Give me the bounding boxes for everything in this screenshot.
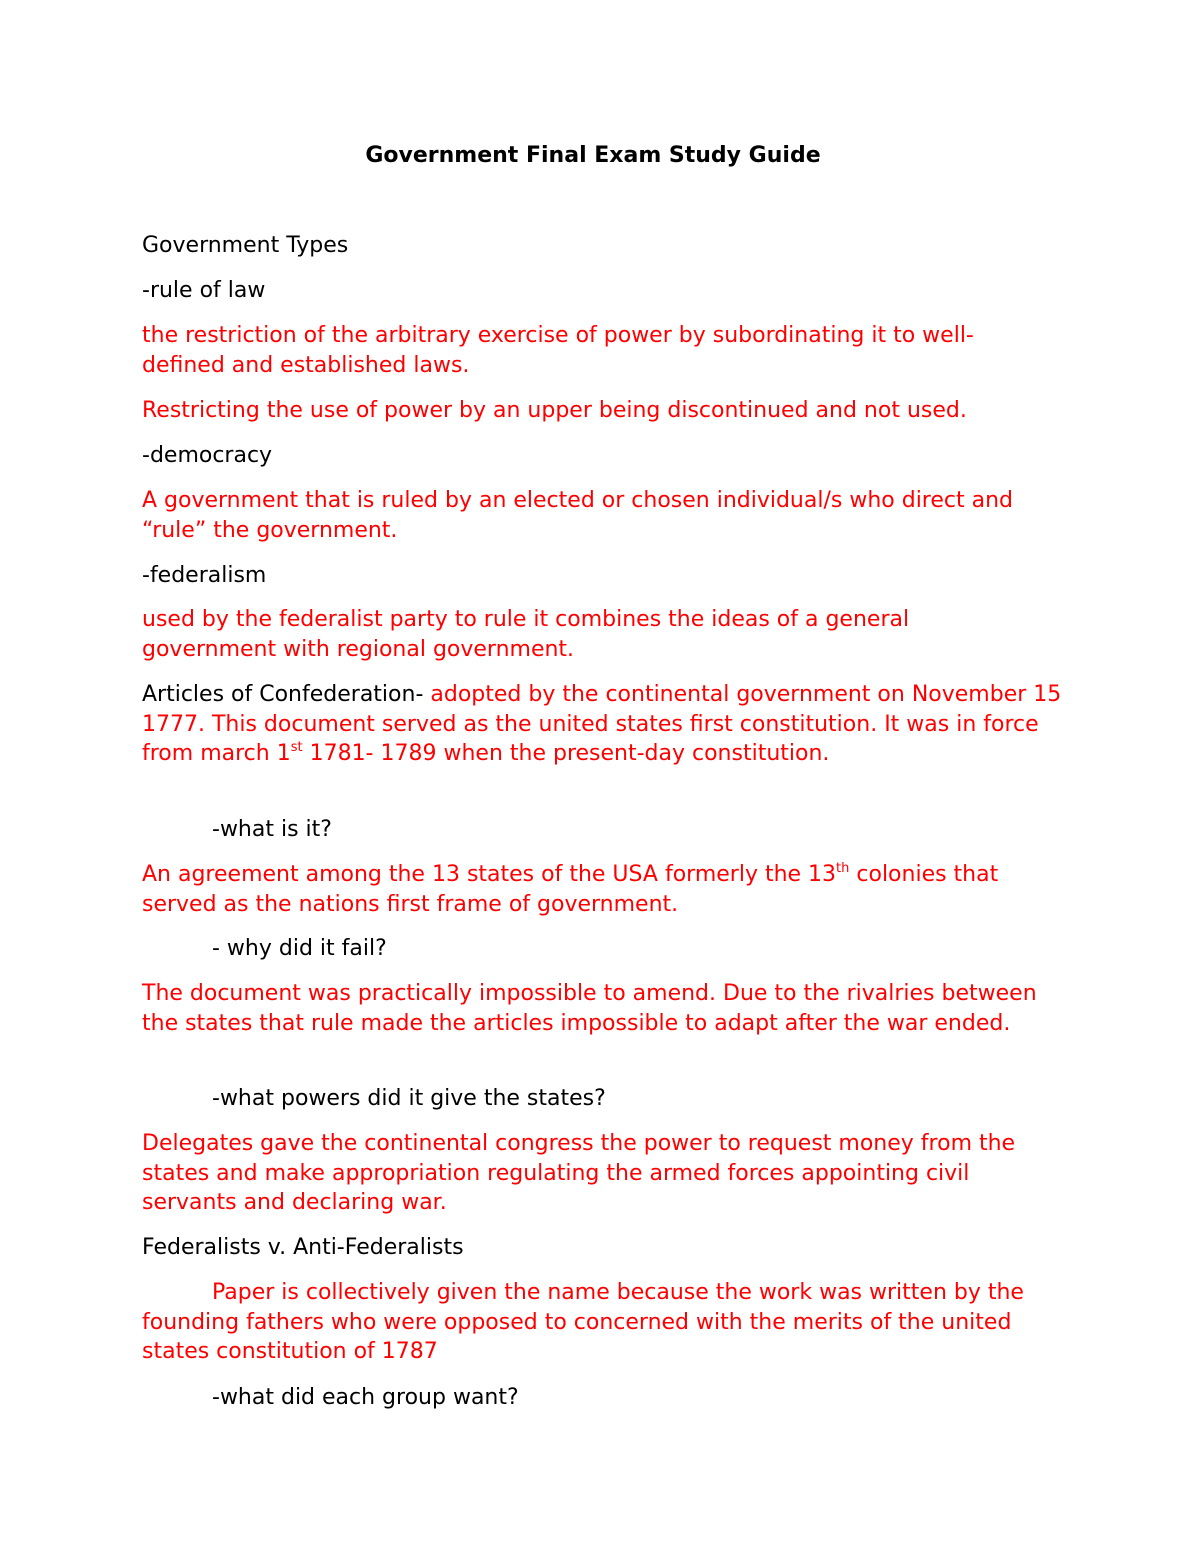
what-is-it-definition-part-1: An agreement among the 13 states of the USA formerly the 13 <box>142 862 837 887</box>
articles-definition-superscript: st <box>290 740 303 755</box>
rule-of-law-definition-2: Restricting the use of power by an upper being discontinued and not used. <box>142 398 967 423</box>
paper-definition: Paper is collectively given the name because the work was written by the founding fathers who were opposed to concerned with the merits of the united states constitution of 1787 <box>142 1280 1024 1364</box>
government-types-heading: Government Types <box>142 233 349 258</box>
federalists-v-anti-federalists-heading: Federalists v. Anti-Federalists <box>142 1235 464 1260</box>
articles-definition-part-1: adopted by the continental government on November 15 1777. This document served as the united states first constitution. It was in force from march 1 <box>142 682 1062 766</box>
powers-label: -what powers did it give the states? <box>212 1086 606 1111</box>
what-is-it-superscript: th <box>836 861 850 876</box>
what-is-it-definition <box>142 860 1077 919</box>
why-did-it-fail-definition: The document was practically impossible to amend. Due to the rivalries between the states that rule made the articles impossible to adapt after the war ended. <box>142 981 1037 1036</box>
what-is-it-label: -what is it? <box>212 817 332 842</box>
articles-heading: Articles of Confederation- <box>142 682 424 707</box>
powers-definition: Delegates gave the continental congress the power to request money from the states and make appropriation regulating the armed forces appointing civil servants and declaring war. <box>142 1131 1016 1215</box>
federalism-label: -federalism <box>142 563 267 588</box>
democracy-definition: A government that is ruled by an elected or chosen individual/s who direct and “rule” the government. <box>142 488 1014 543</box>
what-is-it-definition-part-2: colonies that served as the nations first frame of government. <box>142 862 999 917</box>
page-title: Government Final Exam Study Guide <box>365 143 821 168</box>
articles-definition-part-2: 1781- 1789 when the present-day constitution. <box>302 741 830 766</box>
rule-of-law-label: -rule of law <box>142 278 266 303</box>
rule-of-law-definition: the restriction of the arbitrary exercise of power by subordinating it to well-defined and established laws. <box>142 323 974 378</box>
articles-of-confederation-paragraph <box>142 680 1067 769</box>
what-did-each-group-want-label: -what did each group want? <box>212 1385 519 1410</box>
why-did-it-fail-label: - why did it fail? <box>212 936 387 961</box>
federalism-definition: used by the federalist party to rule it combines the ideas of a general government with regional government. <box>142 607 910 662</box>
democracy-label: -democracy <box>142 443 273 468</box>
